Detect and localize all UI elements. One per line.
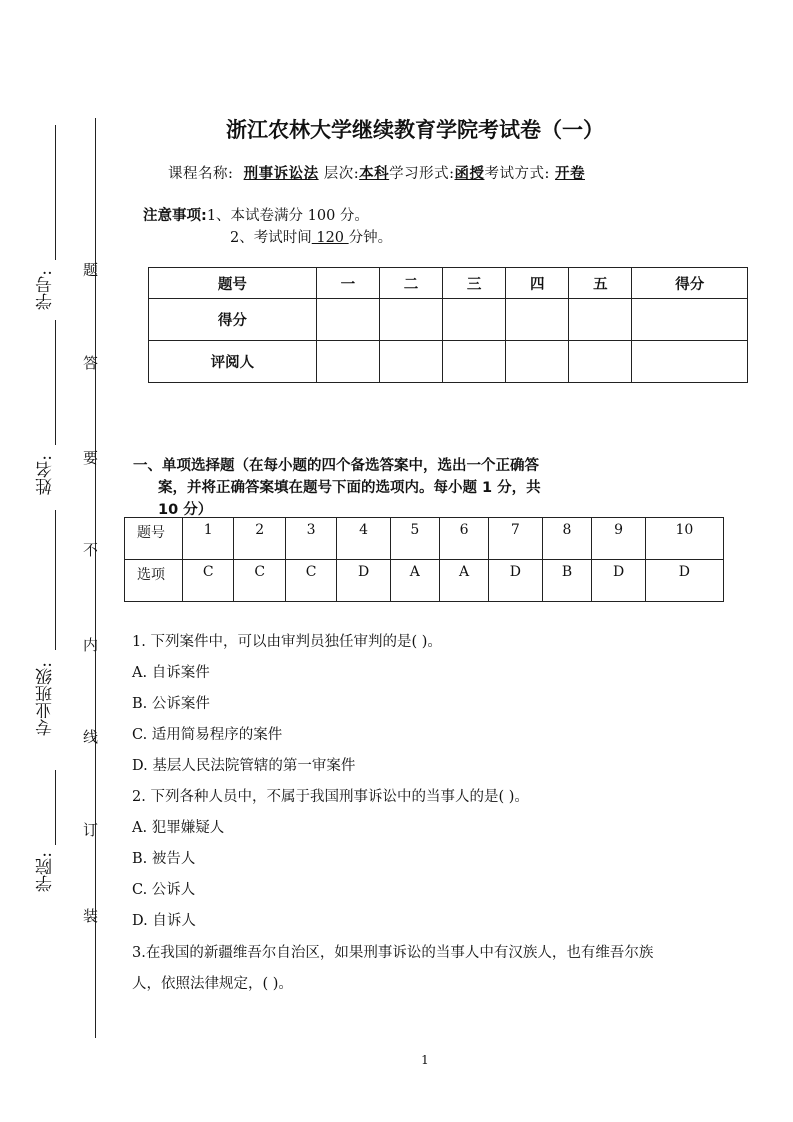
name-label: 姓名: bbox=[36, 455, 56, 495]
name-line bbox=[55, 320, 56, 445]
answer-row-label: 题号 bbox=[125, 518, 183, 560]
notes-title: 注意事项: bbox=[143, 208, 207, 224]
exam-duration: 120 bbox=[311, 230, 349, 246]
reviewer-cell bbox=[316, 341, 379, 383]
answer-option: D bbox=[592, 560, 645, 602]
exam-method-label: 考试方式: bbox=[484, 166, 550, 182]
question-2-option: A. 犯罪嫌疑人 bbox=[132, 820, 225, 836]
score-header: 题号 bbox=[149, 268, 317, 299]
question-number: 6 bbox=[439, 518, 488, 560]
question-3-continued: 人，依照法律规定，( )。 bbox=[132, 976, 293, 992]
binding-line bbox=[95, 118, 96, 1038]
form-value: 函授 bbox=[454, 166, 485, 182]
question-1-option: A. 自诉案件 bbox=[132, 665, 210, 681]
question-number: 1 bbox=[183, 518, 234, 560]
question-number: 3 bbox=[285, 518, 336, 560]
section-1-heading bbox=[133, 455, 593, 521]
answer-option: A bbox=[439, 560, 488, 602]
class-label: 专业班级: bbox=[36, 662, 56, 736]
answer-option: C bbox=[285, 560, 336, 602]
score-header: 四 bbox=[506, 268, 569, 299]
score-cell bbox=[632, 299, 748, 341]
question-number: 2 bbox=[234, 518, 285, 560]
answer-table bbox=[124, 517, 724, 602]
answer-option: D bbox=[645, 560, 723, 602]
reviewer-cell bbox=[506, 341, 569, 383]
form-label: 学习形式: bbox=[389, 166, 455, 182]
reviewer-cell bbox=[569, 341, 632, 383]
question-number: 7 bbox=[489, 518, 542, 560]
exam-title: 浙江农林大学继续教育学院考试卷（一） bbox=[226, 118, 604, 142]
score-cell bbox=[316, 299, 379, 341]
score-cell bbox=[379, 299, 442, 341]
score-header: 二 bbox=[379, 268, 442, 299]
reviewer-cell bbox=[632, 341, 748, 383]
seal-char: 要 bbox=[81, 450, 99, 465]
note-item-2-pre: 2、考试时间 bbox=[230, 230, 312, 246]
answer-option: A bbox=[390, 560, 439, 602]
question-number: 10 bbox=[645, 518, 723, 560]
score-header: 一 bbox=[316, 268, 379, 299]
question-number: 4 bbox=[337, 518, 390, 560]
question-1-option: B. 公诉案件 bbox=[132, 696, 210, 712]
course-info bbox=[168, 162, 585, 183]
exam-notes bbox=[143, 205, 392, 249]
answer-option: D bbox=[337, 560, 390, 602]
score-header: 三 bbox=[443, 268, 506, 299]
seal-char: 题 bbox=[81, 262, 99, 277]
level-value: 本科 bbox=[359, 166, 390, 182]
question-2: 2. 下列各种人员中，不属于我国刑事诉讼中的当事人的是( )。 bbox=[132, 789, 529, 805]
college-label: 学院: bbox=[36, 852, 56, 892]
course-name-label: 课程名称: bbox=[168, 166, 234, 182]
college-line bbox=[55, 770, 56, 845]
section-1-line: 一、单项选择题（在每小题的四个备选答案中，选出一个正确答 bbox=[133, 458, 539, 474]
seal-char: 线 bbox=[81, 729, 99, 744]
score-row-label: 得分 bbox=[149, 299, 317, 341]
reviewer-cell bbox=[379, 341, 442, 383]
answer-option: C bbox=[183, 560, 234, 602]
page-number: 1 bbox=[421, 1053, 429, 1067]
class-line bbox=[55, 510, 56, 650]
answer-option: C bbox=[234, 560, 285, 602]
answer-option: B bbox=[542, 560, 592, 602]
question-number: 5 bbox=[390, 518, 439, 560]
note-item-1: 1、本试卷满分 100 分。 bbox=[206, 208, 369, 224]
exam-method-value: 开卷 bbox=[555, 166, 585, 182]
seal-char: 装 bbox=[81, 908, 99, 923]
score-header: 得分 bbox=[632, 268, 748, 299]
question-2-option: B. 被告人 bbox=[132, 851, 196, 867]
score-cell bbox=[569, 299, 632, 341]
seal-char: 答 bbox=[81, 355, 99, 370]
question-number: 8 bbox=[542, 518, 592, 560]
student-id-line bbox=[55, 125, 56, 260]
score-header: 五 bbox=[569, 268, 632, 299]
level-label: 层次: bbox=[323, 166, 360, 182]
question-2-option: D. 自诉人 bbox=[132, 913, 196, 929]
seal-char: 不 bbox=[81, 542, 99, 557]
question-3: 3.在我国的新疆维吾尔自治区，如果刑事诉讼的当事人中有汉族人，也有维吾尔族 bbox=[132, 945, 654, 961]
score-table bbox=[148, 267, 748, 383]
seal-char: 订 bbox=[81, 822, 99, 837]
question-1: 1. 下列案件中，可以由审判员独任审判的是( )。 bbox=[132, 634, 442, 650]
course-name-value: 刑事诉讼法 bbox=[243, 166, 319, 182]
section-1-line: 10 分） bbox=[158, 502, 213, 518]
score-cell bbox=[443, 299, 506, 341]
question-2-option: C. 公诉人 bbox=[132, 882, 196, 898]
section-1-line: 案，并将正确答案填在题号下面的选项内。每小题 1 分，共 bbox=[158, 480, 541, 496]
answer-option: D bbox=[489, 560, 542, 602]
seal-char: 内 bbox=[81, 637, 99, 652]
reviewer-row-label: 评阅人 bbox=[149, 341, 317, 383]
note-item-2-post: 分钟。 bbox=[348, 230, 393, 246]
student-id-label: 学号: bbox=[36, 270, 56, 310]
question-1-option: D. 基层人民法院管辖的第一审案件 bbox=[132, 758, 356, 774]
question-number: 9 bbox=[592, 518, 645, 560]
reviewer-cell bbox=[443, 341, 506, 383]
question-1-option: C. 适用简易程序的案件 bbox=[132, 727, 283, 743]
score-cell bbox=[506, 299, 569, 341]
answer-row-label: 选项 bbox=[125, 560, 183, 602]
